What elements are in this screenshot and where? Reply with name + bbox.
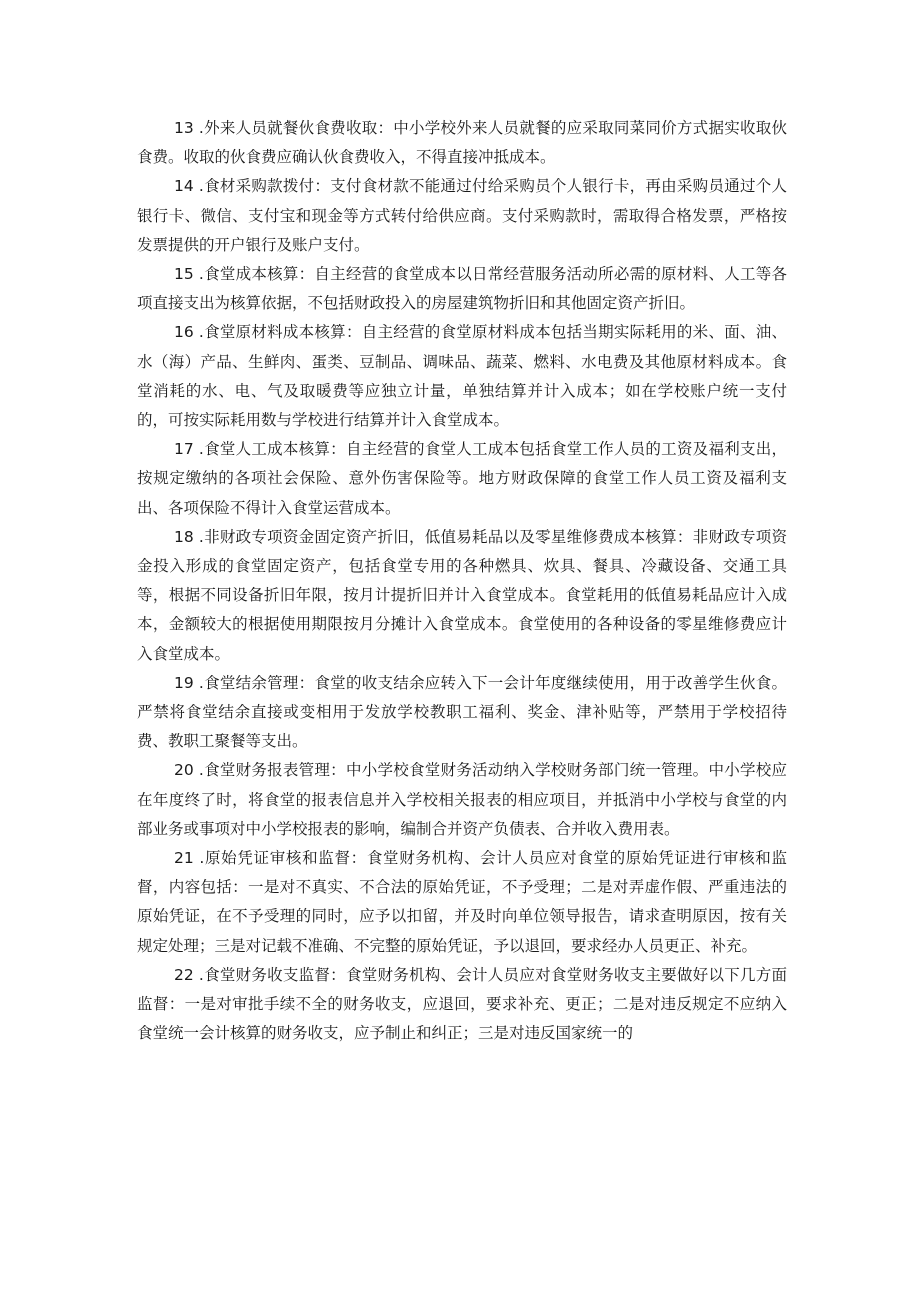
paragraph-16: 16 .食堂原材料成本核算：自主经营的食堂原材料成本包括当期实际耗用的米、面、油、水（海）产品、生鲜肉、蛋类、豆制品、调味品、蔬菜、燃料、水电费及其他原材料成本。食堂消耗的水、电、气及取暖费等应独立计量，单独结算并计入成本；如在学校账户统一支付的，可按实际耗用数与学校进行结算并计入食堂成本。 xyxy=(137,323,787,430)
paragraph-21: 21 .原始凭证审核和监督：食堂财务机构、会计人员应对食堂的原始凭证进行审核和监督，内容包括：一是对不真实、不合法的原始凭证，不予受理；二是对弄虚作假、严重违法的原始凭证，在不予受理的同时，应予以扣留，并及时向单位领导报告，请求查明原因，按有关规定处理；三是对记载不准确、不完整的原始凭证，予以退回，要求经办人员更正、补充。 xyxy=(137,849,787,955)
paragraph-20: 20 .食堂财务报表管理：中小学校食堂财务活动纳入学校财务部门统一管理。中小学校应在年度终了时，将食堂的报表信息并入学校相关报表的相应项目，并抵消中小学校与食堂的内部业务或事项对中小学校报表的影响，编制合并资产负债表、合并收入费用表。 xyxy=(137,761,787,838)
paragraph-14: 14 .食材采购款拨付：支付食材款不能通过付给采购员个人银行卡，再由采购员通过个人银行卡、微信、支付宝和现金等方式转付给供应商。支付采购款时，需取得合格发票，严格按发票提供的开户银行及账户支付。 xyxy=(137,177,787,254)
document-body xyxy=(137,114,787,1049)
paragraph-18: 18 .非财政专项资金固定资产折旧，低值易耗品以及零星维修费成本核算：非财政专项资金投入形成的食堂固定资产，包括食堂专用的各种燃具、炊具、餐具、冷藏设备、交通工具等，根据不同设备折旧年限，按月计提折旧并计入食堂成本。食堂耗用的低值易耗品应计入成本，金额较大的根据使用期限按月分摊计入食堂成本。食堂使用的各种设备的零星维修费应计入食堂成本。 xyxy=(137,527,787,663)
paragraph-22: 22 .食堂财务收支监督：食堂财务机构、会计人员应对食堂财务收支主要做好以下几方面监督：一是对审批手续不全的财务收支，应退回，要求补充、更正；二是对违反规定不应纳入食堂统一会计核算的财务收支，应予制止和纠正；三是对违反国家统一的 xyxy=(137,965,787,1043)
paragraph-15: 15 .食堂成本核算：自主经营的食堂成本以日常经营服务活动所必需的原材料、人工等各项直接支出为核算依据，不包括财政投入的房屋建筑物折旧和其他固定资产折旧。 xyxy=(137,265,787,313)
paragraph-19: 19 .食堂结余管理：食堂的收支结余应转入下一会计年度继续使用，用于改善学生伙食。严禁将食堂结余直接或变相用于发放学校教职工福利、奖金、津补贴等，严禁用于学校招待费、教职工聚餐等支出。 xyxy=(137,673,787,751)
paragraph-13: 13 .外来人员就餐伙食费收取：中小学校外来人员就餐的应采取同菜同价方式据实收取伙食费。收取的伙食费应确认伙食费收入，不得直接冲抵成本。 xyxy=(137,119,787,167)
paragraph-17: 17 .食堂人工成本核算：自主经营的食堂人工成本包括食堂工作人员的工资及福利支出，按规定缴纳的各项社会保险、意外伤害保险等。地方财政保障的食堂工作人员工资及福利支出、各项保险不得计入食堂运营成本。 xyxy=(137,440,787,517)
